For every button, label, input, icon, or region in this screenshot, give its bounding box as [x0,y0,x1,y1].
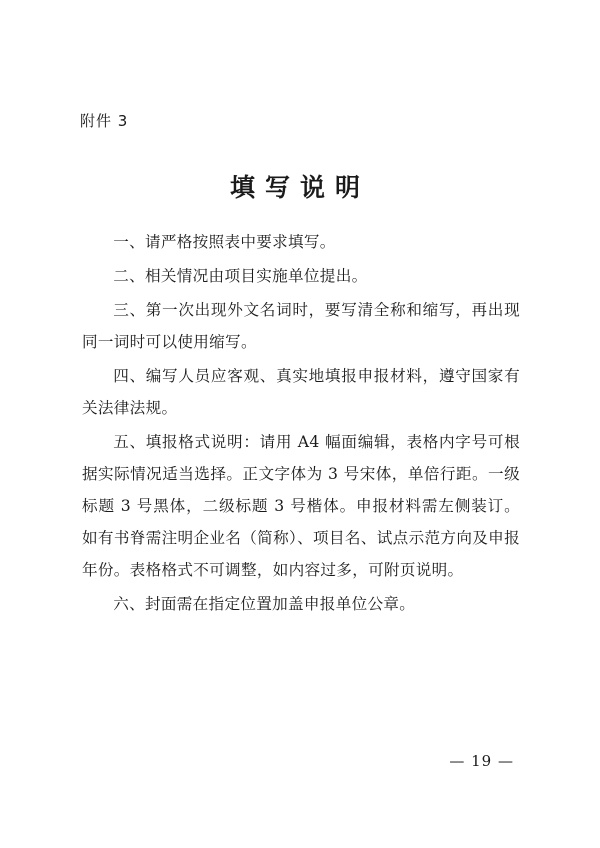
instruction-paragraph-5: 五、填报格式说明：请用 A4 幅面编辑，表格内字号可根据实际情况适当选择。正文字体为 3 号宋体，单倍行距。一级标题 3 号黑体，二级标题 3 号楷体。申报材料需左侧装订。如有书脊需注明企业名（简称）、项目名、试点示范方向及申报年份。表格格式不可调整，如内容过多，可附页说明。 [82,433,520,579]
instruction-paragraph-2: 二、相关情况由项目实施单位提出。 [113,267,368,285]
instruction-paragraph-1: 一、请严格按照表中要求填写。 [113,233,336,251]
page-number: — 19 — [449,752,514,770]
attachment-label: 附件 3 [80,112,129,130]
instructions-body [82,226,520,622]
document-title: 填写说明 [229,173,370,202]
instruction-paragraph-3: 三、第一次出现外文名词时，要写清全称和缩写，再出现同一词时可以使用缩写。 [82,301,520,351]
instruction-paragraph-4: 四、编写人员应客观、真实地填报申报材料，遵守国家有关法律法规。 [82,367,520,417]
instruction-paragraph-6: 六、封面需在指定位置加盖申报单位公章。 [113,595,416,613]
